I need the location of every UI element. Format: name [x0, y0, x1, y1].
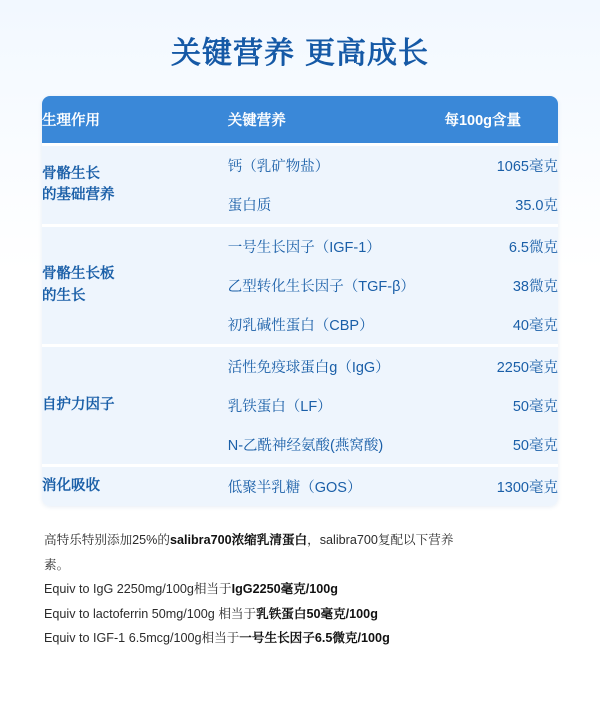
nutrient-amount: 50毫克 — [444, 425, 558, 466]
group-label-line: 的基础营养 — [42, 187, 115, 203]
nutrient-name: 乙型转化生长因子（TGF-β） — [228, 266, 445, 305]
table-row — [42, 466, 558, 507]
nutrient-name: N-乙酰神经氨酸(燕窝酸) — [228, 425, 445, 466]
nutrient-name: 初乳碱性蛋白（CBP） — [228, 305, 445, 346]
group-label-line: 消化吸收 — [42, 478, 100, 494]
table-header — [42, 96, 558, 145]
footnote-emphasis: IgG2250毫克/100g — [231, 582, 339, 597]
footnote-text: ，salibra700复配以下营养 — [307, 533, 454, 548]
footnote-line-5 — [44, 626, 556, 651]
page-title — [0, 0, 600, 82]
page-title-part2: 更高成长 — [305, 37, 429, 70]
group-label-line: 的生长 — [42, 287, 86, 304]
nutrient-amount: 1065毫克 — [444, 145, 558, 186]
group-label-growth-plate — [42, 226, 228, 346]
nutrient-amount: 35.0克 — [444, 185, 558, 226]
nutrient-amount: 38微克 — [444, 266, 558, 305]
table-row — [42, 226, 558, 267]
table-header-row — [42, 96, 558, 145]
nutrition-table-wrapper — [42, 96, 558, 506]
nutrient-amount: 40毫克 — [444, 305, 558, 346]
nutrient-name: 低聚半乳糖（GOS） — [228, 466, 445, 507]
footnote-line-2: 素。 — [44, 557, 70, 572]
nutrient-amount: 1300毫克 — [444, 466, 558, 507]
footnote-text: Equiv to lactoferrin 50mg/100g 相当于 — [44, 606, 257, 621]
footnote-block — [44, 528, 556, 651]
table-header-nutrient: 关键营养 — [228, 96, 445, 145]
page-title-part1: 关键营养 — [171, 37, 295, 70]
footnote-line-3 — [44, 577, 556, 602]
footnote-text: Equiv to IGF-1 6.5mcg/100g相当于 — [44, 631, 240, 646]
group-label-immunity — [42, 346, 228, 466]
nutrient-amount: 50毫克 — [444, 386, 558, 425]
nutrient-name: 活性免疫球蛋白g（IgG） — [228, 346, 445, 387]
footnote-text: 高特乐特别添加25%的 — [44, 533, 170, 548]
footnote-line-4 — [44, 602, 556, 627]
nutrient-name: 蛋白质 — [228, 185, 445, 226]
nutrient-amount: 2250毫克 — [444, 346, 558, 387]
group-label-line: 骨骼生长 — [42, 165, 100, 182]
table-row — [42, 145, 558, 186]
table-header-amount: 每100g含量 — [444, 96, 558, 145]
footnote-emphasis: 乳铁蛋白50毫克/100g — [256, 606, 378, 621]
footnote-text: Equiv to IgG 2250mg/100g相当于 — [44, 582, 232, 597]
group-label-line: 骨骼生长板 — [42, 266, 115, 283]
table-header-function: 生理作用 — [42, 96, 228, 145]
nutrition-table — [42, 96, 558, 506]
group-label-digestion — [42, 466, 228, 507]
nutrient-name: 乳铁蛋白（LF） — [228, 386, 445, 425]
footnote-line-1 — [44, 528, 556, 553]
nutrient-name: 一号生长因子（IGF-1） — [228, 226, 445, 267]
footnote-emphasis: salibra700浓缩乳清蛋白 — [169, 533, 308, 548]
footnote-emphasis: 一号生长因子6.5微克/100g — [239, 631, 390, 646]
group-label-line: 自护力因子 — [42, 396, 115, 413]
group-label-bone-growth — [42, 145, 228, 226]
nutrient-amount: 6.5微克 — [444, 226, 558, 267]
table-body — [42, 145, 558, 507]
table-row — [42, 346, 558, 387]
nutrient-name: 钙（乳矿物盐） — [228, 145, 445, 186]
